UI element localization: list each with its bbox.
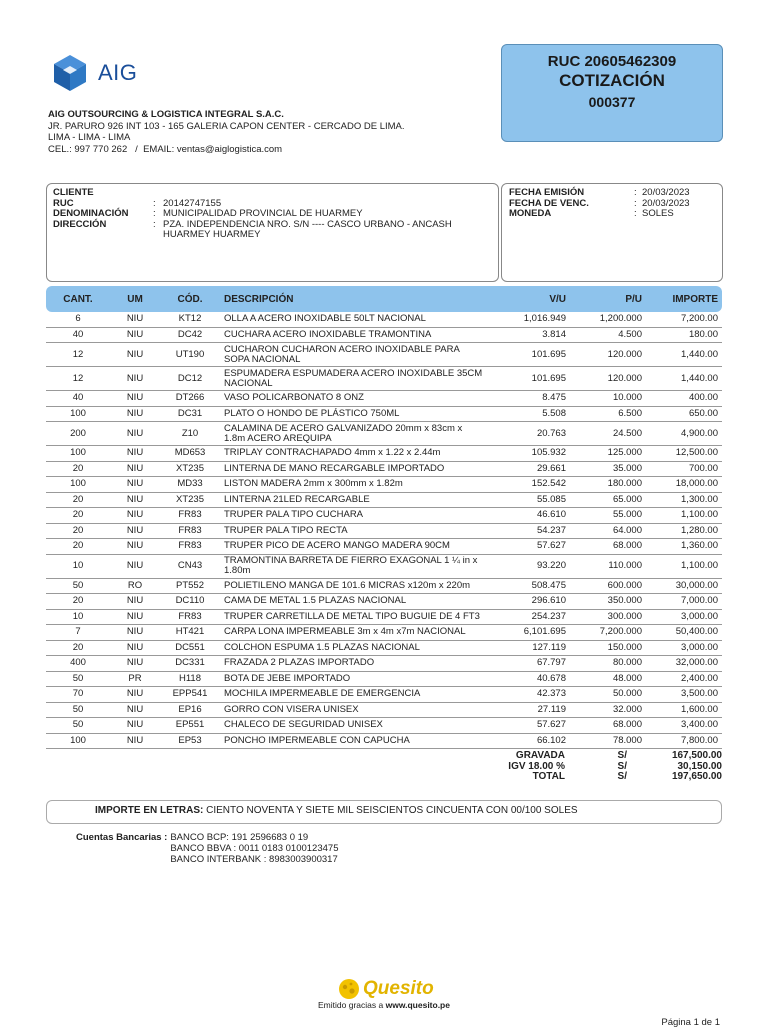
cell-pu: 24.500: [570, 422, 646, 446]
cell-vu: 1,016.949: [490, 312, 570, 327]
table-row: [46, 508, 722, 524]
cell-vu: 105.932: [490, 446, 570, 462]
cell-vu: 20.763: [490, 422, 570, 446]
cell-pu: 300.000: [570, 609, 646, 625]
cell-um: NIU: [110, 422, 160, 446]
cell-importe: 2,400.00: [646, 671, 722, 687]
table-row: [46, 718, 722, 734]
cell-pu: 68.000: [570, 539, 646, 555]
cell-desc: LISTON MADERA 2mm x 300mm x 1.82m: [220, 477, 490, 493]
cell-desc: ESPUMADERA ESPUMADERA ACERO INOXIDABLE 35CM NACIONAL: [220, 367, 490, 391]
cell-um: NIU: [110, 367, 160, 391]
cell-desc: COLCHON ESPUMA 1.5 PLAZAS NACIONAL: [220, 640, 490, 656]
cell-pu: 110.000: [570, 554, 646, 578]
cell-vu: 57.627: [490, 539, 570, 555]
cell-importe: 7,800.00: [646, 733, 722, 749]
cell-cod: CN43: [160, 554, 220, 578]
cell-desc: VASO POLICARBONATO 8 ONZ: [220, 391, 490, 407]
cell-vu: 67.797: [490, 656, 570, 672]
cell-cant: 100: [46, 477, 110, 493]
table-row: [46, 554, 722, 578]
table-row: [46, 625, 722, 641]
cell-desc: PLATO O HONDO DE PLÁSTICO 750ML: [220, 406, 490, 422]
document-type: COTIZACIÓN: [559, 71, 665, 90]
col-importe-header: IMPORTE: [646, 286, 722, 312]
cell-um: NIU: [110, 539, 160, 555]
cell-importe: 3,000.00: [646, 640, 722, 656]
cell-importe: 32,000.00: [646, 656, 722, 672]
bank-line-bbva: BANCO BBVA : 0011 0183 0100123475: [170, 843, 339, 854]
cell-cant: 12: [46, 367, 110, 391]
cell-cod: EP16: [160, 702, 220, 718]
table-body: [46, 312, 722, 749]
cell-desc: LINTERNA DE MANO RECARGABLE IMPORTADO: [220, 461, 490, 477]
cell-vu: 54.237: [490, 523, 570, 539]
cell-desc: CHALECO DE SEGURIDAD UNISEX: [220, 718, 490, 734]
cell-cant: 50: [46, 702, 110, 718]
cell-um: NIU: [110, 609, 160, 625]
cell-um: NIU: [110, 446, 160, 462]
fecha-emision: 20/03/2023: [642, 187, 690, 198]
cell-pu: 6.500: [570, 406, 646, 422]
cell-vu: 101.695: [490, 343, 570, 367]
cell-importe: 650.00: [646, 406, 722, 422]
cell-cod: Z10: [160, 422, 220, 446]
cell-cod: DT266: [160, 391, 220, 407]
moneda-label: MONEDA: [509, 208, 552, 219]
cell-desc: CARPA LONA IMPERMEABLE 3m x 4m x7m NACIONAL: [220, 625, 490, 641]
client-label: CLIENTE: [53, 187, 94, 198]
cell-cod: XT235: [160, 492, 220, 508]
cell-cod: DC42: [160, 327, 220, 343]
cell-vu: 296.610: [490, 594, 570, 610]
cell-cant: 20: [46, 492, 110, 508]
table-header-row: [46, 286, 722, 312]
ruc-label: RUC: [53, 197, 74, 209]
table-row: [46, 671, 722, 687]
cell-importe: 1,100.00: [646, 508, 722, 524]
cell-cod: EP53: [160, 733, 220, 749]
cell-pu: 350.000: [570, 594, 646, 610]
cell-um: RO: [110, 578, 160, 594]
bank-line-interbank: BANCO INTERBANK : 8983003900317: [170, 854, 338, 865]
cell-importe: 12,500.00: [646, 446, 722, 462]
cell-desc: CUCHARA ACERO INOXIDABLE TRAMONTINA: [220, 327, 490, 343]
cell-cod: DC331: [160, 656, 220, 672]
cell-desc: CUCHARON CUCHARON ACERO INOXIDABLE PARA SOPA NACIONAL: [220, 343, 490, 367]
cell-vu: 3.814: [490, 327, 570, 343]
gravada-label: GRAVADA: [515, 750, 565, 761]
cell-vu: 40.678: [490, 671, 570, 687]
totals-block: [470, 751, 722, 783]
direccion-label: DIRECCIÓN: [53, 218, 107, 230]
igv-label: IGV 18.00 %: [508, 760, 565, 772]
cell-um: NIU: [110, 554, 160, 578]
cell-desc: TRUPER PALA TIPO CUCHARA: [220, 508, 490, 524]
table-row: [46, 523, 722, 539]
cell-desc: MOCHILA IMPERMEABLE DE EMERGENCIA: [220, 687, 490, 703]
cell-cod: MD653: [160, 446, 220, 462]
table-row: [46, 367, 722, 391]
client-direccion-line2: HUARMEY HUARMEY: [163, 229, 261, 240]
col-pu-header: P/U: [570, 286, 646, 312]
cell-desc: GORRO CON VISERA UNISEX: [220, 702, 490, 718]
col-cod-header: CÓD.: [160, 286, 220, 312]
cell-vu: 93.220: [490, 554, 570, 578]
cell-importe: 3,400.00: [646, 718, 722, 734]
cell-um: NIU: [110, 523, 160, 539]
cell-cant: 10: [46, 609, 110, 625]
cell-pu: 7,200.000: [570, 625, 646, 641]
cell-um: NIU: [110, 406, 160, 422]
emitido-text: Emitido gracias a: [318, 1000, 384, 1010]
table-row: [46, 578, 722, 594]
cell-pu: 80.000: [570, 656, 646, 672]
table-row: [46, 477, 722, 493]
cheese-icon: [338, 978, 360, 1000]
client-direccion-line1: PZA. INDEPENDENCIA NRO. S/N ---- CASCO URBANO - ANCASH: [163, 218, 452, 230]
emision-label: FECHA EMISIÓN: [509, 187, 585, 198]
cell-pu: 50.000: [570, 687, 646, 703]
cell-vu: 152.542: [490, 477, 570, 493]
cell-importe: 400.00: [646, 391, 722, 407]
cell-um: NIU: [110, 461, 160, 477]
logo-text: AIG: [98, 60, 138, 85]
cell-vu: 66.102: [490, 733, 570, 749]
aig-cube-icon: [50, 53, 90, 93]
cell-cant: 50: [46, 578, 110, 594]
col-um-header: UM: [110, 286, 160, 312]
cell-pu: 1,200.000: [570, 312, 646, 327]
cell-pu: 180.000: [570, 477, 646, 493]
cell-cod: KT12: [160, 312, 220, 327]
col-vu-header: V/U: [490, 286, 570, 312]
cell-importe: 7,200.00: [646, 312, 722, 327]
page-number: Página 1 de 1: [661, 1017, 720, 1028]
cell-desc: TRUPER CARRETILLA DE METAL TIPO BUGUIE DE 4 FT3: [220, 609, 490, 625]
cell-desc: BOTA DE JEBE IMPORTADO: [220, 671, 490, 687]
cell-desc: LINTERNA 21LED RECARGABLE: [220, 492, 490, 508]
cell-cod: DC551: [160, 640, 220, 656]
cell-importe: 1,440.00: [646, 343, 722, 367]
cell-um: NIU: [110, 594, 160, 610]
company-info: [48, 109, 405, 155]
cell-cod: EP551: [160, 718, 220, 734]
cell-vu: 46.610: [490, 508, 570, 524]
total-value: 197,650.00: [671, 771, 722, 782]
cell-pu: 10.000: [570, 391, 646, 407]
cell-um: NIU: [110, 718, 160, 734]
cell-cod: DC31: [160, 406, 220, 422]
cell-importe: 50,400.00: [646, 625, 722, 641]
cell-pu: 64.000: [570, 523, 646, 539]
cell-desc: TRIPLAY CONTRACHAPADO 4mm x 1.22 x 2.44m: [220, 446, 490, 462]
cell-um: NIU: [110, 391, 160, 407]
gravada-currency: S/: [617, 750, 627, 761]
cell-vu: 55.085: [490, 492, 570, 508]
cell-importe: 7,000.00: [646, 594, 722, 610]
table-row: [46, 640, 722, 656]
cell-pu: 65.000: [570, 492, 646, 508]
cell-um: NIU: [110, 640, 160, 656]
cell-cant: 20: [46, 594, 110, 610]
client-ruc: 20142747155: [163, 197, 222, 209]
company-address: JR. PARURO 926 INT 103 - 165 GALERIA CAPON CENTER - CERCADO DE LIMA.: [48, 120, 405, 132]
cell-cant: 200: [46, 422, 110, 446]
cell-importe: 700.00: [646, 461, 722, 477]
cell-vu: 254.237: [490, 609, 570, 625]
table-row: [46, 312, 722, 327]
cell-pu: 125.000: [570, 446, 646, 462]
cell-cant: 12: [46, 343, 110, 367]
table-row: [46, 656, 722, 672]
cell-desc: FRAZADA 2 PLAZAS IMPORTADO: [220, 656, 490, 672]
cell-cant: 10: [46, 554, 110, 578]
moneda: SOLES: [642, 208, 674, 219]
table-row: [46, 327, 722, 343]
cell-importe: 30,000.00: [646, 578, 722, 594]
cell-desc: OLLA A ACERO INOXIDABLE 50LT NACIONAL: [220, 312, 490, 327]
ruc-number: RUC 20605462309: [547, 53, 677, 70]
date-box: FECHA EMISIÓN FECHA DE VENC. MONEDA : : : 20/03/2023 20/03/2023 SOLES: [501, 183, 723, 282]
cell-desc: TRAMONTINA BARRETA DE FIERRO EXAGONAL 1 ¼ in x 1.80m: [220, 554, 490, 578]
cell-vu: 101.695: [490, 367, 570, 391]
cell-cod: UT190: [160, 343, 220, 367]
bank-line-bcp: BANCO BCP: 191 2596683 0 19: [170, 832, 309, 843]
cell-desc: CAMA DE METAL 1.5 PLAZAS NACIONAL: [220, 594, 490, 610]
cell-cant: 70: [46, 687, 110, 703]
cell-um: NIU: [110, 625, 160, 641]
cell-um: NIU: [110, 508, 160, 524]
company-name: AIG OUTSOURCING & LOGISTICA INTEGRAL S.A.C.: [48, 109, 284, 120]
cell-cant: 20: [46, 539, 110, 555]
table-row: [46, 609, 722, 625]
cell-cant: 7: [46, 625, 110, 641]
table-row: [46, 492, 722, 508]
cell-cod: HT421: [160, 625, 220, 641]
cell-um: NIU: [110, 656, 160, 672]
cell-cant: 20: [46, 523, 110, 539]
cell-cant: 40: [46, 327, 110, 343]
cell-pu: 120.000: [570, 367, 646, 391]
table-row: [46, 733, 722, 749]
client-denominacion: MUNICIPALIDAD PROVINCIAL DE HUARMEY: [163, 208, 363, 219]
cell-importe: 1,600.00: [646, 702, 722, 718]
cell-cod: DC110: [160, 594, 220, 610]
cell-desc: TRUPER PALA TIPO RECTA: [220, 523, 490, 539]
cell-vu: 6,101.695: [490, 625, 570, 641]
cell-cant: 100: [46, 733, 110, 749]
importe-letras-label: IMPORTE EN LETRAS:: [95, 805, 204, 816]
cell-um: NIU: [110, 343, 160, 367]
table-row: [46, 391, 722, 407]
cell-importe: 1,300.00: [646, 492, 722, 508]
fecha-venc: 20/03/2023: [642, 197, 690, 209]
document-id-box: [501, 44, 723, 142]
denominacion-label: DENOMINACIÓN: [53, 208, 129, 219]
bank-label: Cuentas Bancarias :: [76, 832, 168, 843]
table-row: [46, 594, 722, 610]
cell-desc: PONCHO IMPERMEABLE CON CAPUCHA: [220, 733, 490, 749]
cell-cod: EPP541: [160, 687, 220, 703]
cell-pu: 4.500: [570, 327, 646, 343]
cell-importe: 3,000.00: [646, 609, 722, 625]
total-label: TOTAL: [532, 771, 565, 782]
cell-vu: 508.475: [490, 578, 570, 594]
cell-importe: 1,440.00: [646, 367, 722, 391]
cell-cant: 50: [46, 718, 110, 734]
table-row: [46, 406, 722, 422]
cell-cod: H118: [160, 671, 220, 687]
footer-emitido: [250, 1000, 518, 1010]
igv-currency: S/: [617, 760, 627, 772]
cell-cant: 20: [46, 508, 110, 524]
cell-vu: 27.119: [490, 702, 570, 718]
cell-importe: 3,500.00: [646, 687, 722, 703]
cell-desc: POLIETILENO MANGA DE 101.6 MICRAS x120m x 220m: [220, 578, 490, 594]
venc-label: FECHA DE VENC.: [509, 197, 589, 209]
cell-importe: 4,900.00: [646, 422, 722, 446]
cell-vu: 57.627: [490, 718, 570, 734]
cell-um: NIU: [110, 702, 160, 718]
table-row: [46, 539, 722, 555]
cell-cod: FR83: [160, 508, 220, 524]
bank-accounts: [76, 832, 338, 865]
items-table: [46, 286, 722, 749]
cell-pu: 68.000: [570, 718, 646, 734]
cell-pu: 78.000: [570, 733, 646, 749]
cell-cod: MD33: [160, 477, 220, 493]
cell-cod: PT552: [160, 578, 220, 594]
table-row: [46, 343, 722, 367]
cell-um: NIU: [110, 327, 160, 343]
cell-cant: 20: [46, 640, 110, 656]
cell-cant: 6: [46, 312, 110, 327]
client-box: CLIENTE RUC DENOMINACIÓN DIRECCIÓN : : : 20142747155 MUNICIPALIDAD PROVINCIAL DE HUARMEY PZA. INDEPENDENCIA NRO. S/N ---- CASCO URBANO - ANCASH HUARMEY HUARMEY: [46, 183, 499, 282]
cell-um: NIU: [110, 733, 160, 749]
cell-importe: 1,360.00: [646, 539, 722, 555]
table-row: [46, 702, 722, 718]
importe-letras-value: CIENTO NOVENTA Y SIETE MIL SEISCIENTOS CINCUENTA CON 00/100 SOLES: [206, 805, 578, 816]
table-row: [46, 461, 722, 477]
cell-pu: 55.000: [570, 508, 646, 524]
total-row: [470, 772, 722, 783]
cell-cant: 50: [46, 671, 110, 687]
col-cant-header: CANT.: [46, 286, 110, 312]
company-logo: [50, 48, 240, 98]
cell-um: NIU: [110, 687, 160, 703]
cell-um: PR: [110, 671, 160, 687]
cell-pu: 48.000: [570, 671, 646, 687]
cell-pu: 35.000: [570, 461, 646, 477]
importe-letras-box: [46, 800, 722, 824]
cell-vu: 8.475: [490, 391, 570, 407]
cell-importe: 1,280.00: [646, 523, 722, 539]
quesito-logo: [338, 978, 434, 1000]
cell-importe: 18,000.00: [646, 477, 722, 493]
company-city: LIMA - LIMA - LIMA: [48, 132, 131, 143]
cell-um: NIU: [110, 312, 160, 327]
table-row: [46, 687, 722, 703]
cell-desc: CALAMINA DE ACERO GALVANIZADO 20mm x 83cm x 1.8m ACERO AREQUIPA: [220, 422, 490, 446]
cell-cod: FR83: [160, 609, 220, 625]
quesito-wordmark: Quesito: [363, 978, 434, 999]
company-contact: CEL.: 997 770 262 / EMAIL: ventas@aiglogistica.com: [48, 143, 283, 155]
cell-importe: 180.00: [646, 327, 722, 343]
cell-vu: 5.508: [490, 406, 570, 422]
cell-um: NIU: [110, 477, 160, 493]
cell-pu: 32.000: [570, 702, 646, 718]
cell-cod: FR83: [160, 539, 220, 555]
cell-um: NIU: [110, 492, 160, 508]
col-desc-header: DESCRIPCIÓN: [220, 286, 490, 312]
cell-vu: 127.119: [490, 640, 570, 656]
cell-cant: 40: [46, 391, 110, 407]
gravada-value: 167,500.00: [671, 750, 722, 761]
table-row: [46, 422, 722, 446]
cell-vu: 42.373: [490, 687, 570, 703]
table-row: [46, 446, 722, 462]
cell-pu: 600.000: [570, 578, 646, 594]
cell-cant: 20: [46, 461, 110, 477]
cell-vu: 29.661: [490, 461, 570, 477]
total-gravada-row: [470, 751, 722, 762]
total-currency: S/: [617, 771, 627, 782]
cell-importe: 1,100.00: [646, 554, 722, 578]
igv-value: 30,150.00: [677, 760, 722, 772]
cell-cod: XT235: [160, 461, 220, 477]
cell-cant: 400: [46, 656, 110, 672]
document-number: 000377: [588, 94, 636, 110]
cell-pu: 120.000: [570, 343, 646, 367]
cell-cant: 100: [46, 446, 110, 462]
quesito-site-link[interactable]: www.quesito.pe: [385, 1000, 450, 1010]
cell-cant: 100: [46, 406, 110, 422]
cell-pu: 150.000: [570, 640, 646, 656]
cell-desc: TRUPER PICO DE ACERO MANGO MADERA 90CM: [220, 539, 490, 555]
cell-cod: DC12: [160, 367, 220, 391]
cell-cod: FR83: [160, 523, 220, 539]
